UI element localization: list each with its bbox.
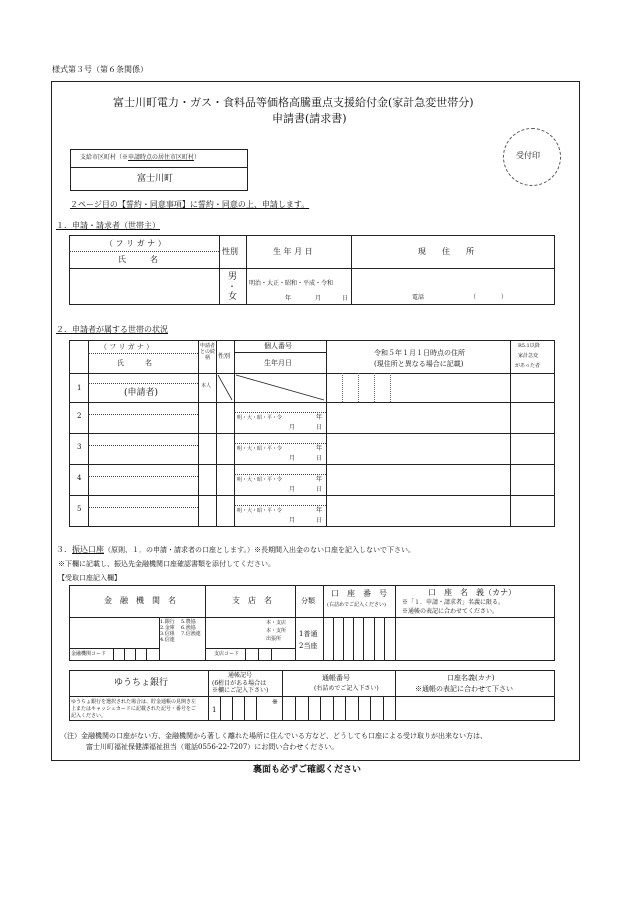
s1-female[interactable]: 女 (228, 292, 238, 302)
s2-row1-slashes (216, 373, 326, 402)
yucho-number-header: 通帳番号 (322, 674, 350, 682)
reception-stamp-label: 受付印 (516, 151, 540, 160)
s1-name-header: 氏 名 (118, 255, 158, 264)
s1-address-header: 現 住 所 (418, 247, 474, 256)
s1-furigana-header: （ フ リ ガ ナ ） (105, 239, 166, 248)
section3-entry-label: 【受取口座記入欄】 (58, 574, 121, 582)
yucho-holder-header: 口座名義(カナ) (447, 674, 495, 682)
consent-instruction: ２ページ目の【誓約・同意事項】に誓約・同意の上、申請します。 (70, 200, 310, 209)
s2-self-label: 本人 (201, 383, 212, 389)
back-page-notice: 裏面も必ずご確認ください (253, 765, 362, 775)
type-header: 分類 (301, 597, 315, 605)
form-title: 富士川町電力・ガス・食料品等価格高騰重点支援給付金(家計急変世帯分) (113, 96, 474, 109)
s2-address-header: 令和５年１月１日時点の住所 (374, 349, 465, 357)
s2-applicant-label: (申請者) (124, 388, 159, 398)
s2-row-number: 1 (77, 384, 82, 392)
s2-dob-header: 生年月日 (264, 359, 292, 367)
s2-row-number: 2 (77, 412, 82, 420)
municipality-value[interactable]: 富士川町 (137, 174, 174, 184)
s1-gender-header: 性別 (222, 247, 238, 256)
yucho-fixed-digit: 1 (212, 706, 217, 714)
branch-code-label: 支店コード (214, 651, 240, 657)
section1-title: １．申請・請求者（世帯主） (56, 221, 160, 230)
s2-sudden-header: R5.1以降 (518, 343, 540, 349)
s2-relation-header: 申請者との続柄 (199, 343, 215, 361)
yucho-asterisk: ※ (272, 698, 278, 706)
holder-header: 口 座 名 義（カナ） (428, 588, 516, 597)
s2-row-number: 5 (77, 505, 82, 513)
s2-name-header: 氏 名 (117, 359, 152, 367)
s2-row-number: 4 (77, 474, 82, 482)
account-no-header: 口 座 番 号 (331, 589, 387, 598)
s1-era-options[interactable]: 明治・大正・昭和・平成・令和 (249, 280, 334, 287)
futsu-option[interactable]: 1普通 (299, 630, 318, 638)
s2-row-number: 3 (77, 443, 82, 451)
form-subtitle: 申請書(請求書) (272, 112, 347, 125)
footnote-line1: （注）金融機関の口座がない方、金融機関から著しく離れた場所に住んでいる方など、どうしても口座による受け取りが出来ない方は、 (60, 732, 487, 740)
s2-furigana-header: （ フ リ ガ ナ ） (100, 343, 154, 351)
branch-name-header: 支 店 名 (232, 596, 272, 605)
footnote-line2: 富士川町福祉保健課福祉担当（電話0556-22-7207）にお問い合わせください。 (86, 743, 339, 751)
yucho-symbol-header: 通帳記号 (228, 672, 253, 679)
s2-id-header: 個人番号 (264, 342, 292, 350)
section3-note: ※下欄に記載し、振込先金融機関口座確認書類を添付してください。 (58, 560, 275, 568)
s1-dob-header: 生 年 月 日 (273, 247, 313, 256)
s1-male[interactable]: 男 (228, 272, 238, 282)
yucho-bank-label: ゆうちょ銀行 (114, 678, 169, 688)
s2-gender-header: 性別 (218, 353, 231, 360)
municipality-label: 支給市区町村（※申請時点の居住市区町村） (80, 154, 201, 161)
form-number: 様式第３号（第６条関係） (52, 65, 148, 74)
s1-phone-label: 電話 (412, 294, 425, 301)
section3-title: ３．振込口座（原則、１．の申請・請求者の口座とします。）※長期間入出金のない口座を記入しないで下さい。 (56, 545, 415, 554)
section2-title: ２．申請者が属する世帯の状況 (56, 325, 168, 334)
bank-code-label: 金融機関コード (71, 651, 107, 657)
bank-name-header: 金 融 機 関 名 (104, 596, 176, 605)
toza-option[interactable]: 2当座 (299, 642, 318, 650)
